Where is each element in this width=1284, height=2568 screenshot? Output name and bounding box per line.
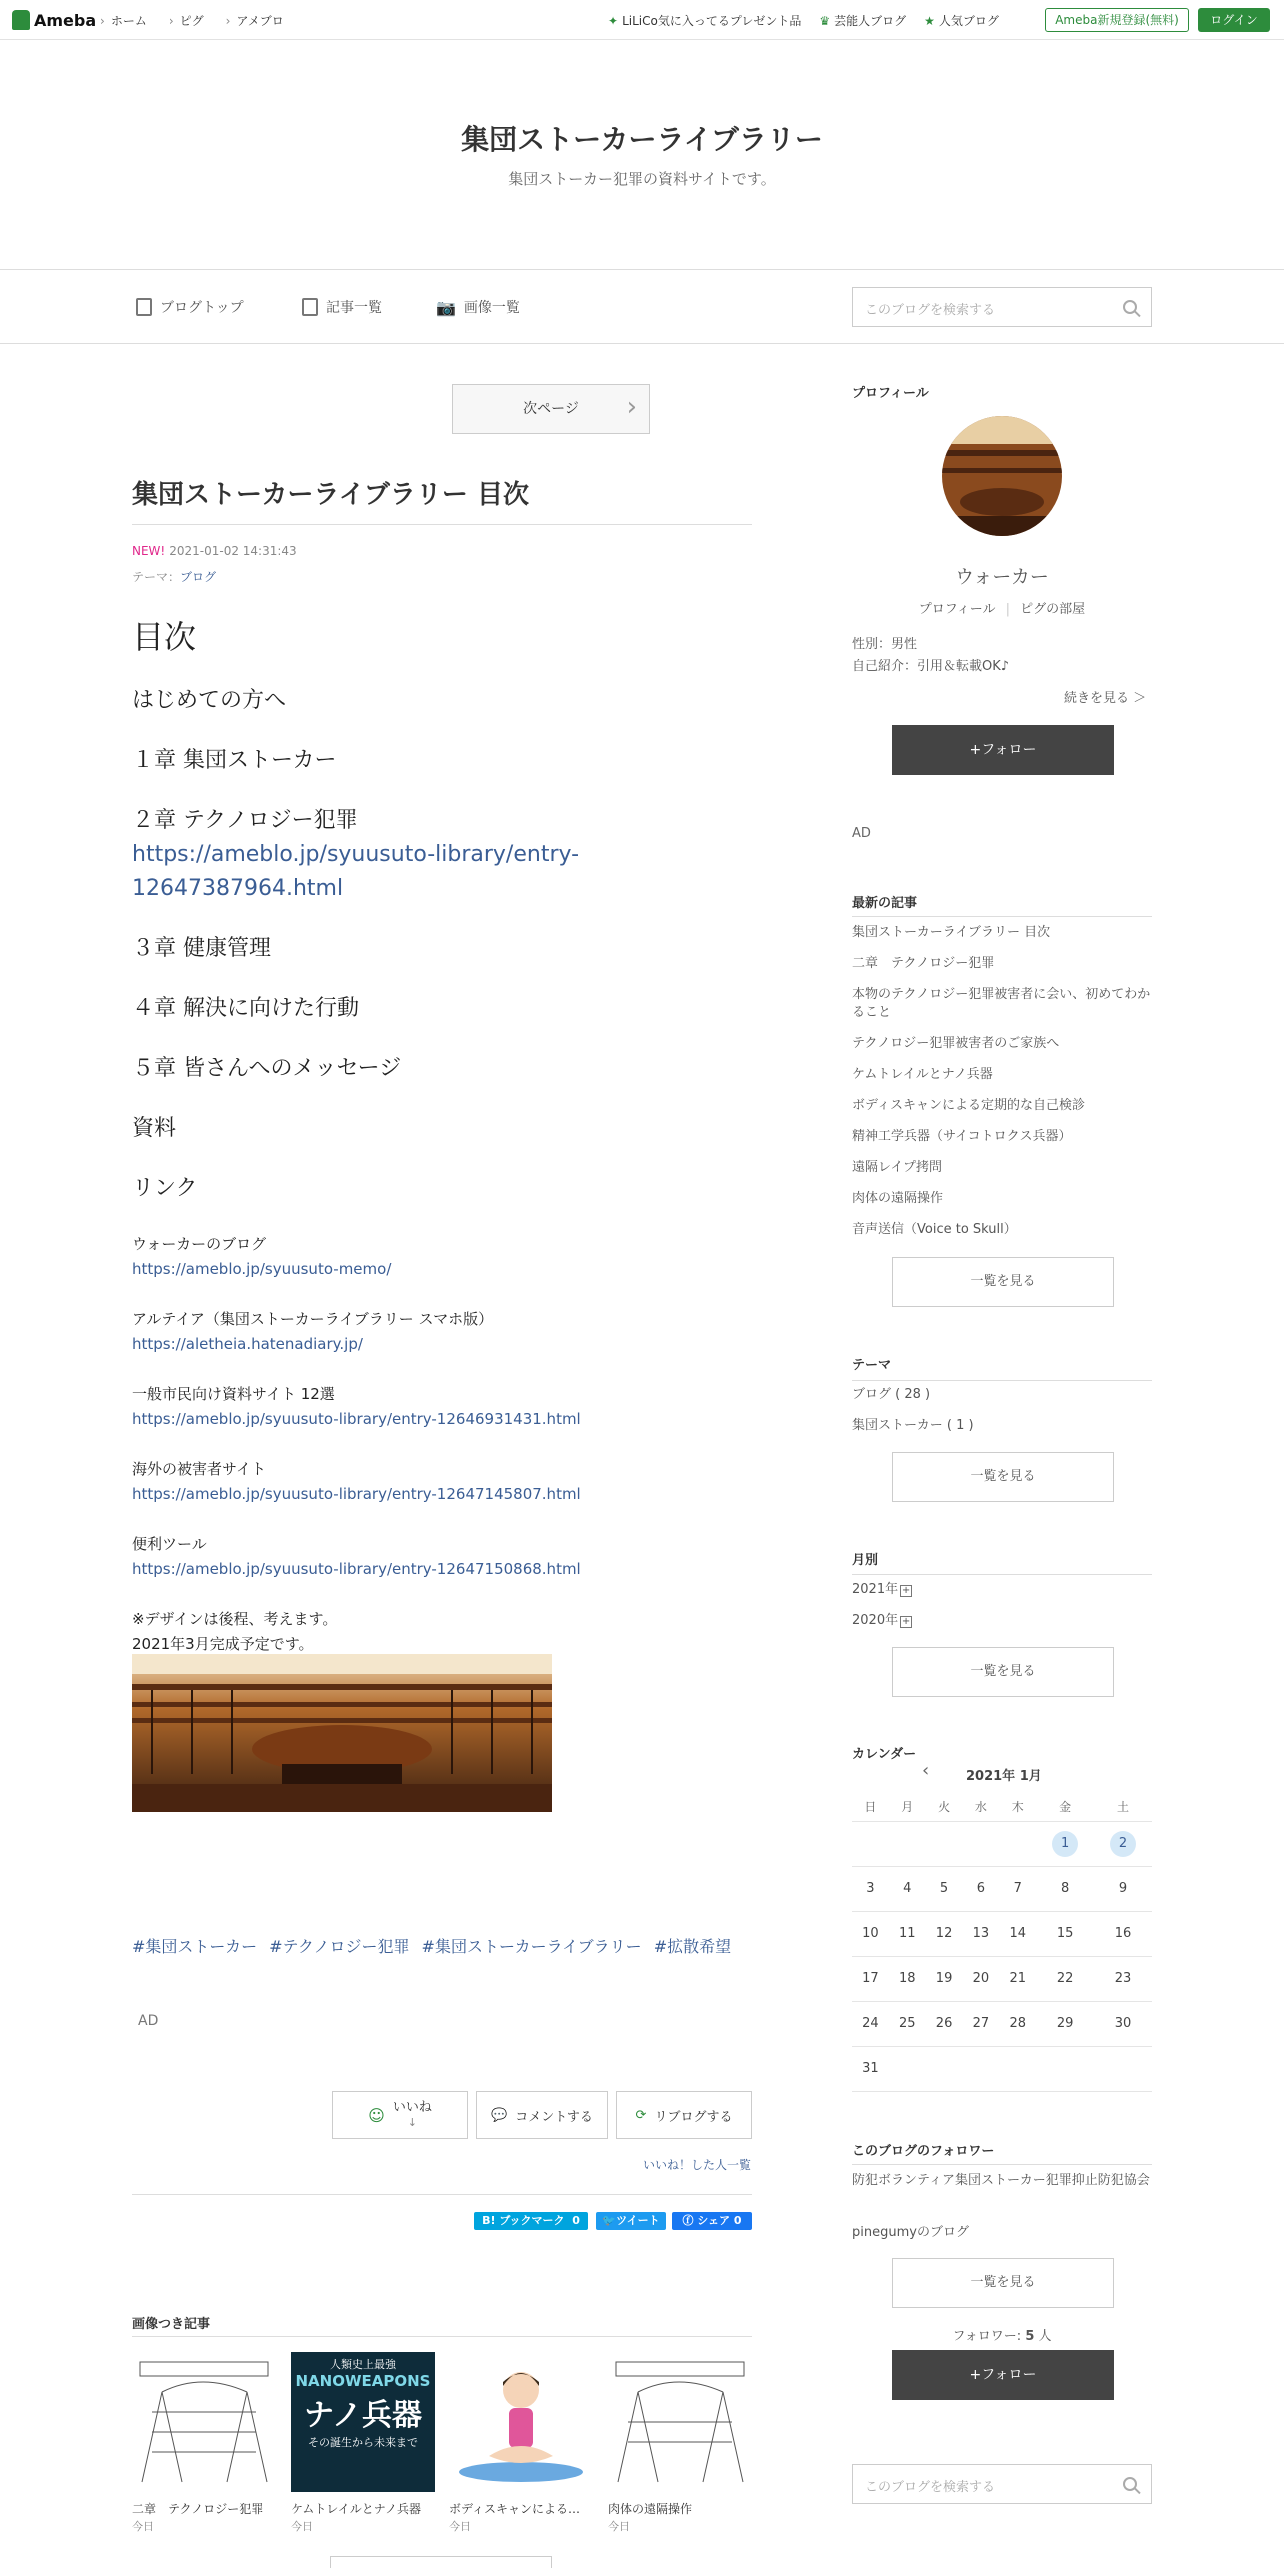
recent-item[interactable]: 集団ストーカーライブラリー 目次 bbox=[852, 925, 1051, 940]
facebook-share-button[interactable]: ⓕ シェア 0 bbox=[672, 2212, 752, 2230]
calendar-day bbox=[852, 1821, 889, 1866]
sidebar-ad-label: AD bbox=[852, 826, 871, 841]
thumb-day: 今日 bbox=[608, 2520, 630, 2533]
profile-name[interactable]: ウォーカー bbox=[955, 566, 1049, 588]
profile-gender: 性別：男性 bbox=[852, 637, 918, 652]
toc-item: ４章 解決に向けた行動 bbox=[132, 996, 359, 1021]
global-right-nav bbox=[608, 12, 999, 29]
calendar-day[interactable]: 2 bbox=[1094, 1821, 1152, 1866]
thumb-diagram-1[interactable] bbox=[132, 2352, 276, 2492]
iine-button[interactable]: ☺ いいね ↓ bbox=[332, 2091, 468, 2139]
calendar-day: 28 bbox=[999, 2001, 1036, 2046]
link-block: アルテイア（集団ストーカーライブラリー スマホ版） https://aletheia.hatenadiary.jp/ bbox=[132, 1310, 494, 1353]
blog-nav bbox=[0, 271, 1284, 344]
recent-item[interactable]: 遠隔レイプ拷問 bbox=[852, 1160, 942, 1175]
recent-more-button[interactable]: 一覧を見る bbox=[892, 1257, 1114, 1307]
theme-more-button[interactable]: 一覧を見る bbox=[892, 1452, 1114, 1502]
recent-item[interactable]: 音声送信（Voice to Skull） bbox=[852, 1222, 1017, 1237]
blog-description: 集団ストーカー犯罪の資料サイトです。 bbox=[508, 170, 776, 188]
register-button[interactable]: Ameba新規登録(無料) bbox=[1045, 8, 1189, 32]
divider bbox=[852, 1574, 1152, 1575]
tweet-button[interactable]: 🐦ツイート bbox=[596, 2212, 666, 2230]
search-input[interactable]: このブログを検索する bbox=[865, 303, 996, 318]
reblog-button[interactable]: ⟳ リブログする bbox=[616, 2091, 752, 2139]
thumb-caption[interactable]: 肉体の遠隔操作 bbox=[608, 2502, 693, 2516]
divider bbox=[132, 2194, 752, 2195]
calendar-prev-icon[interactable]: ‹ bbox=[922, 1760, 930, 1781]
monthly-heading: 月別 bbox=[852, 1553, 879, 1568]
calendar-day: 26 bbox=[926, 2001, 963, 2046]
calendar-day: 22 bbox=[1036, 1956, 1094, 2001]
recent-item[interactable]: 肉体の遠隔操作 bbox=[852, 1191, 944, 1206]
hashtags bbox=[132, 1934, 731, 1957]
calendar-day bbox=[1094, 2046, 1152, 2091]
profile-heading: プロフィール bbox=[852, 386, 929, 401]
calendar-day: 10 bbox=[852, 1911, 889, 1956]
thumb-meditation[interactable] bbox=[449, 2352, 593, 2492]
divider bbox=[852, 916, 1152, 917]
nav-present[interactable]: ✦ LiLiCo気に入ってるプレゼント品 bbox=[608, 14, 802, 28]
calendar-day: 13 bbox=[962, 1911, 999, 1956]
weekday-header: 日 bbox=[852, 1793, 889, 1821]
blog-title[interactable]: 集団ストーカーライブラリー bbox=[461, 123, 823, 156]
calendar-day: 8 bbox=[1036, 1866, 1094, 1911]
weekday-header: 金 bbox=[1036, 1793, 1094, 1821]
profile-more-link[interactable]: 続きを見る ＞ bbox=[1064, 691, 1147, 706]
search-icon[interactable] bbox=[1123, 300, 1137, 314]
calendar-day bbox=[962, 1821, 999, 1866]
nav-pigg[interactable]: › ピグ bbox=[169, 12, 204, 29]
crown-icon: ♛ bbox=[819, 14, 831, 28]
nav-image-list[interactable]: 📷 画像一覧 bbox=[436, 297, 520, 317]
divider bbox=[852, 1380, 1152, 1381]
follow-button-bottom[interactable]: +フォロー bbox=[892, 2350, 1114, 2400]
calendar-day: 7 bbox=[999, 1866, 1036, 1911]
nav-entry-list[interactable]: 記事一覧 bbox=[302, 297, 382, 317]
toc-item: ２章 テクノロジー犯罪 https://ameblo.jp/syuusuto-library/entry-12647387964.html bbox=[132, 804, 752, 906]
calendar-day: 29 bbox=[1036, 2001, 1094, 2046]
twitter-icon: 🐦 bbox=[602, 2214, 617, 2227]
search-icon[interactable] bbox=[1123, 2477, 1137, 2491]
recent-list bbox=[852, 924, 1152, 1239]
toc-item: １章 集団ストーカー bbox=[132, 748, 337, 773]
comment-button[interactable]: 💬 コメントする bbox=[476, 2091, 608, 2139]
weekday-header: 水 bbox=[962, 1793, 999, 1821]
toc-item: 資料 bbox=[132, 1116, 177, 1141]
toc-item: リンク bbox=[132, 1176, 198, 1201]
reblog-icon: ⟳ bbox=[635, 2107, 647, 2123]
link-block: 便利ツール https://ameblo.jp/syuusuto-library/entry-12647150868.html bbox=[132, 1535, 581, 1578]
calendar-day: 30 bbox=[1094, 2001, 1152, 2046]
toc-heading: 目次 bbox=[132, 618, 197, 656]
calendar-heading: カレンダー bbox=[852, 1747, 917, 1762]
toc-item: ３章 健康管理 bbox=[132, 936, 271, 961]
link-block: 一般市民向け資料サイト 12選 https://ameblo.jp/syuusuto-library/entry-12646931431.html bbox=[132, 1385, 581, 1428]
calendar-day bbox=[889, 2046, 926, 2091]
article-meta bbox=[132, 544, 297, 558]
calendar-day: 23 bbox=[1094, 1956, 1152, 2001]
follower-count: フォロワー: 5 人 bbox=[952, 2329, 1052, 2344]
expand-icon: + bbox=[901, 1585, 911, 1596]
calendar-day: 24 bbox=[852, 2001, 889, 2046]
theme-link[interactable]: ブログ bbox=[180, 570, 217, 584]
nav-ameblo[interactable]: › アメブロ bbox=[226, 12, 284, 29]
toc-item: ５章 皆さんへのメッセージ bbox=[132, 1056, 402, 1081]
iine-count: ↓ bbox=[407, 2116, 417, 2129]
hashtag[interactable]: #テクノロジー犯罪 bbox=[269, 1937, 410, 1956]
calendar-day bbox=[999, 1821, 1036, 1866]
link-block: 海外の被害者サイト https://ameblo.jp/syuusuto-library/entry-12647145807.html bbox=[132, 1460, 581, 1503]
calendar-day bbox=[1036, 2046, 1094, 2091]
link-url[interactable]: https://ameblo.jp/syuusuto-library/entry-12647150868.html bbox=[132, 1560, 581, 1578]
iine-users-link[interactable]: いいね！した人一覧 bbox=[643, 2158, 752, 2172]
note: ※デザインは後程、考えます。 2021年3月完成予定です。 bbox=[132, 1610, 338, 1653]
pages-icon bbox=[302, 298, 318, 316]
global-bar bbox=[0, 0, 1284, 40]
calendar-day bbox=[962, 2046, 999, 2091]
calendar-day: 19 bbox=[926, 1956, 963, 2001]
follow-button[interactable]: +フォロー bbox=[892, 725, 1114, 775]
thumb-nanoweapons[interactable]: 人類史上最強 NANOWEAPONS ナノ兵器 その誕生から未来まで bbox=[291, 2352, 435, 2492]
link-url[interactable]: https://ameblo.jp/syuusuto-library/entry-12647145807.html bbox=[132, 1485, 581, 1503]
expand-icon: + bbox=[901, 1616, 911, 1627]
thumb-diagram-2[interactable] bbox=[608, 2352, 752, 2492]
divider bbox=[132, 2336, 752, 2337]
nav-blog-top[interactable]: ブログトップ bbox=[136, 297, 244, 317]
pigg-room-link[interactable]: ピグの部屋 bbox=[1020, 602, 1086, 617]
divider bbox=[852, 2164, 1152, 2165]
month-item[interactable]: 2020年 + bbox=[852, 1613, 911, 1628]
calendar-day: 27 bbox=[962, 2001, 999, 2046]
hashtag[interactable]: #集団ストーカー bbox=[132, 1937, 258, 1956]
calendar-day: 16 bbox=[1094, 1911, 1152, 1956]
thumb-day: 今日 bbox=[132, 2520, 154, 2533]
recent-item[interactable]: ケムトレイルとナノ兵器 bbox=[852, 1067, 993, 1082]
weekday-header: 土 bbox=[1094, 1793, 1152, 1821]
theme-heading: テーマ bbox=[852, 1358, 892, 1373]
weekday-header: 木 bbox=[999, 1793, 1036, 1821]
weekday-header: 火 bbox=[926, 1793, 963, 1821]
profile-intro: 自己紹介：引用＆転載OK♪ bbox=[852, 659, 1010, 674]
calendar-day bbox=[999, 2046, 1036, 2091]
calendar-day: 9 bbox=[1094, 1866, 1152, 1911]
sparkle-icon: ✦ bbox=[608, 14, 619, 28]
calendar-day: 31 bbox=[852, 2046, 889, 2091]
thumb-caption[interactable]: 二章 テクノロジー犯罪 bbox=[132, 2502, 264, 2516]
ameba-logo[interactable]: Ameba bbox=[12, 10, 96, 30]
blog-header bbox=[0, 40, 1284, 270]
calendar-day: 21 bbox=[999, 1956, 1036, 2001]
thumb-day: 今日 bbox=[449, 2520, 471, 2533]
hashtag[interactable]: #拡散希望 bbox=[653, 1937, 732, 1956]
calendar-day: 15 bbox=[1036, 1911, 1094, 1956]
new-badge: NEW! bbox=[132, 544, 166, 558]
camera-icon: 📷 bbox=[436, 297, 456, 317]
link-url[interactable]: https://ameblo.jp/syuusuto-memo/ bbox=[132, 1260, 392, 1278]
next-page-button[interactable]: 次ページ › bbox=[452, 384, 650, 434]
toc-item: はじめての方へ bbox=[132, 688, 287, 713]
ameba-mark-icon bbox=[12, 10, 30, 30]
calendar-day: 14 bbox=[999, 1911, 1036, 1956]
document-icon bbox=[136, 298, 152, 316]
article-body bbox=[132, 612, 752, 1682]
login-button[interactable]: ログイン bbox=[1198, 8, 1270, 32]
more-images-button[interactable] bbox=[330, 2556, 552, 2568]
recent-item[interactable]: ボディスキャンによる定期的な自己検診 bbox=[852, 1098, 1085, 1113]
follower-item[interactable]: 防犯ボランティア集団ストーカー犯罪抑止防犯協会 bbox=[852, 2173, 1150, 2188]
nav-celebrity-blog[interactable]: ♛ 芸能人ブログ bbox=[819, 14, 907, 28]
calendar-day: 11 bbox=[889, 1911, 926, 1956]
global-nav bbox=[100, 12, 284, 29]
recent-item[interactable]: 本物のテクノロジー犯罪被害者に会い、初めてわかること bbox=[852, 987, 1151, 1020]
calendar-day bbox=[926, 1821, 963, 1866]
calendar-day bbox=[926, 2046, 963, 2091]
calendar-day: 5 bbox=[926, 1866, 963, 1911]
nav-home[interactable]: › ホーム bbox=[100, 12, 147, 29]
profile-links: プロフィール | ピグの部屋 bbox=[918, 602, 1086, 617]
month-item[interactable]: 2021年 + bbox=[852, 1582, 911, 1597]
thumb-day: 今日 bbox=[291, 2520, 313, 2533]
article-theme: テーマ：ブログ bbox=[132, 570, 217, 584]
calendar-day: 25 bbox=[889, 2001, 926, 2046]
monthly-more-button[interactable]: 一覧を見る bbox=[892, 1647, 1114, 1697]
weekday-header: 月 bbox=[889, 1793, 926, 1821]
ad-label: AD bbox=[138, 2013, 159, 2029]
recent-heading: 最新の記事 bbox=[852, 896, 918, 911]
theme-item[interactable]: ブログ ( 28 ) bbox=[852, 1387, 931, 1402]
followers-more-button[interactable]: 一覧を見る bbox=[892, 2258, 1114, 2308]
calendar-day[interactable]: 1 bbox=[1036, 1821, 1094, 1866]
recent-item[interactable]: 二章 テクノロジー犯罪 bbox=[852, 956, 995, 971]
image-posts-title: 画像つき記事 bbox=[132, 2317, 211, 2332]
blog-search-bottom[interactable] bbox=[852, 2464, 1152, 2504]
calendar-month: 2021年 1月 bbox=[966, 1769, 1042, 1784]
calendar-day: 4 bbox=[889, 1866, 926, 1911]
article-title[interactable]: 集団ストーカーライブラリー 目次 bbox=[132, 480, 529, 510]
followers-heading: このブログのフォロワー bbox=[852, 2144, 995, 2159]
thumb-caption[interactable]: ボディスキャンによる… bbox=[449, 2502, 581, 2516]
article-datetime: 2021-01-02 14:31:43 bbox=[169, 544, 297, 558]
facebook-icon: ⓕ bbox=[682, 2214, 694, 2227]
recent-item[interactable]: テクノロジー犯罪被害者のご家族へ bbox=[852, 1036, 1060, 1051]
avatar[interactable] bbox=[942, 416, 1062, 536]
link-url[interactable]: https://ameblo.jp/syuusuto-library/entry-12646931431.html bbox=[132, 1410, 581, 1428]
chapter2-link[interactable]: https://ameblo.jp/syuusuto-library/entry-12647387964.html bbox=[132, 842, 580, 901]
calendar-day: 3 bbox=[852, 1866, 889, 1911]
profile-link[interactable]: プロフィール bbox=[918, 602, 996, 617]
follower-item[interactable]: pinegumyのブログ bbox=[852, 2225, 969, 2240]
thumb-caption[interactable]: ケムトレイルとナノ兵器 bbox=[291, 2502, 421, 2516]
calendar-day: 17 bbox=[852, 1956, 889, 2001]
calendar-day: 20 bbox=[962, 1956, 999, 2001]
recent-item[interactable]: 精神工学兵器（サイコトロクス兵器） bbox=[852, 1129, 1072, 1144]
calendar-day: 6 bbox=[962, 1866, 999, 1911]
hatena-bookmark-button[interactable]: B! ブックマーク 0 bbox=[474, 2212, 588, 2230]
link-block: ウォーカーのブログ https://ameblo.jp/syuusuto-memo/ bbox=[132, 1235, 392, 1278]
calendar-day: 12 bbox=[926, 1911, 963, 1956]
smile-icon: ☺ bbox=[368, 2105, 385, 2125]
search-input[interactable]: このブログを検索する bbox=[865, 2480, 996, 2495]
calendar-day bbox=[889, 1821, 926, 1866]
theme-item[interactable]: 集団ストーカー ( 1 ) bbox=[852, 1418, 974, 1433]
link-url[interactable]: https://aletheia.hatenadiary.jp/ bbox=[132, 1335, 363, 1353]
comment-icon: 💬 bbox=[491, 2107, 508, 2123]
calendar bbox=[852, 1793, 1152, 2092]
divider bbox=[132, 524, 752, 525]
hashtag[interactable]: #集団ストーカーライブラリー bbox=[421, 1937, 642, 1956]
blog-search-top[interactable] bbox=[852, 287, 1152, 327]
library-photo[interactable] bbox=[132, 1654, 552, 1812]
star-icon: ★ bbox=[924, 14, 935, 28]
calendar-day: 18 bbox=[889, 1956, 926, 2001]
nav-popular-blog[interactable]: ★ 人気ブログ bbox=[924, 14, 999, 28]
